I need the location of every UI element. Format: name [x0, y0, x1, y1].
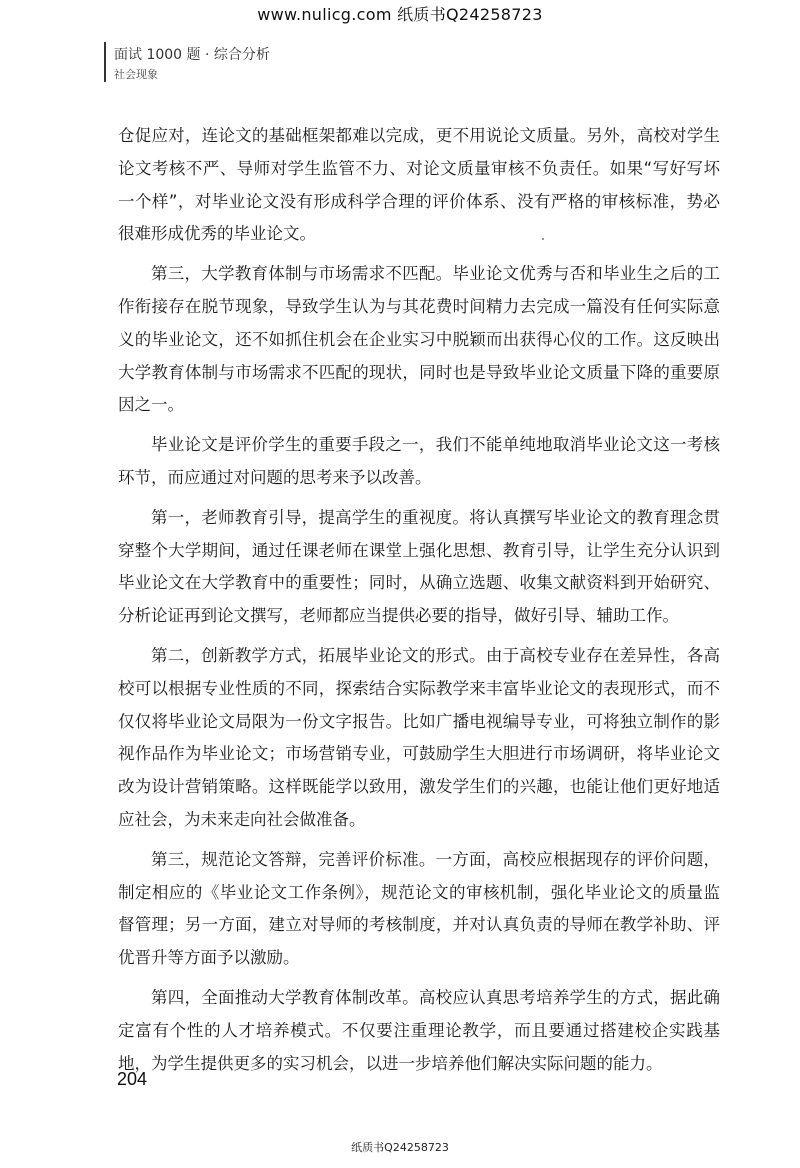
- paragraph: 仓促应对，连论文的基础框架都难以完成，更不用说论文质量。另外，高校对学生论文考核不严、导师对学生监管不力、对论文质量审核不负责任。如果“写好写坏一个样”，对毕业论文没有形成科学合理的评价体系、没有严格的审核标准，势必很难形成优秀的毕业论文。: [118, 126, 720, 244]
- bottom-watermark: 纸质书Q24258723: [351, 1141, 449, 1154]
- paragraph: 第一，老师教育引导，提高学生的重视度。将认真撰写毕业论文的教育理念贯穿整个大学期间，通过任课老师在课堂上强化思想、教育引导，让学生充分认识到毕业论文在大学教育中的重要性；同时，从确立选题、收集文献资料到开始研究、分析论证再到论文撰写，老师都应当提供必要的指导，做好引导、辅助工作。: [118, 507, 720, 626]
- header-divider: [104, 42, 106, 82]
- paragraph: 毕业论文是评价学生的重要手段之一，我们不能单纯地取消毕业论文这一考核环节，而应通过对问题的思考来予以改善。: [118, 435, 720, 487]
- paragraph: 第三，大学教育体制与市场需求不匹配。毕业论文优秀与否和毕业生之后的工作衔接存在脱节现象，导致学生认为与其花费时间精力去完成一篇没有任何实际意义的毕业论文，还不如抓住机会在企业实习中脱颖而出获得心仪的工作。这反映出大学教育体制与市场需求不匹配的现状，同时也是导致毕业论文质量下降的重要原因之一。: [118, 264, 720, 415]
- running-header-title: 面试 1000 题 · 综合分析: [114, 47, 270, 63]
- top-watermark: www.nulicg.com 纸质书Q24258723: [257, 5, 543, 24]
- body-text: [118, 120, 720, 1087]
- page-number: 204: [117, 1069, 148, 1089]
- paragraph: 第四，全面推动大学教育体制改革。高校应认真思考培养学生的方式，据此确定富有个性的人才培养模式。不仅要注重理论教学，而且要通过搭建校企实践基地，为学生提供更多的实习机会，以进一步培养他们解决实际问题的能力。: [118, 987, 720, 1073]
- paragraph: 第二，创新教学方式，拓展毕业论文的形式。由于高校专业存在差异性，各高校可以根据专业性质的不同，探索结合实际教学来丰富毕业论文的表现形式，而不仅仅将毕业论文局限为一份文字报告。比如广播电视编导专业，可将独立制作的影视作品作为毕业论文；市场营销专业，可鼓励学生大胆进行市场调研，将毕业论文改为设计营销策略。这样既能学以致用，激发学生们的兴趣，也能让他们更好地适应社会，为未来走向社会做准备。: [118, 645, 720, 829]
- running-header-subtitle: 社会现象: [114, 68, 158, 81]
- paragraph: 第三，规范论文答辩，完善评价标准。一方面，高校应根据现存的评价问题，制定相应的《毕业论文工作条例》，规范论文的审核机制，强化毕业论文的质量监督管理；另一方面，建立对导师的考核制度，并对认真负责的导师在教学补助、评优晋升等方面予以激励。: [118, 849, 720, 968]
